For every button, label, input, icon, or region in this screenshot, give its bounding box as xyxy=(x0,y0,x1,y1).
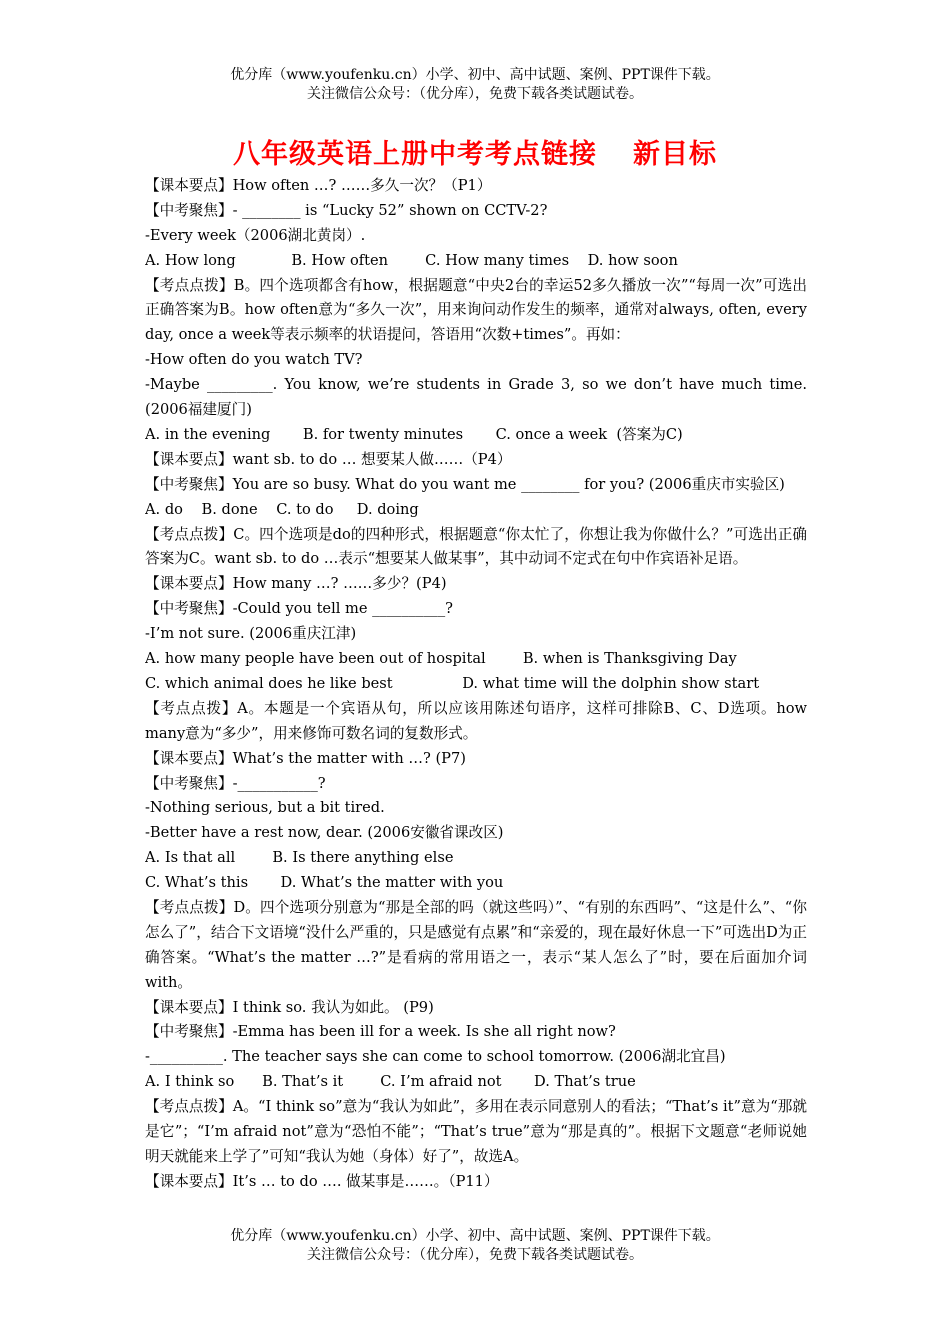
point-heading: 【课本要点】How often …? ……多久一次？（P1） xyxy=(145,177,492,194)
title-sub: 新目标 xyxy=(633,139,717,170)
point-heading: 【课本要点】How many …? ……多少？(P4) xyxy=(145,575,447,593)
answer-options: A. how many people have been out of hospital B. when is Thanksgiving Day xyxy=(145,650,737,668)
answer-options: A. Is that all B. Is there anything else xyxy=(145,849,454,867)
footer-line-1: 优分库（www.youfenku.cn）小学、初中、高中试题、案例、PPT课件下载。 xyxy=(230,1228,720,1244)
document-body xyxy=(145,174,807,1195)
answer-options: A. in the evening B. for twenty minutes C. once a week (答案为C) xyxy=(145,425,683,443)
exam-question: 【中考聚焦】-Emma has been ill for a week. Is she all right now? xyxy=(145,1023,616,1041)
explanation: 【考点点拨】D。四个选项分别意为“那是全部的吗（就这些吗）”、“有别的东西吗”、“这是什么”、“你怎么了”，结合下文语境“没什么严重的，只是感觉有点累”和“亲爱的，现在最好休息一下”可选出D为正确答案。“What’s the matter …?”是看病的常用语之一，表示“某人怎么了”时，要在后面加介词with。 xyxy=(145,898,807,991)
explanation: 【考点点拨】A。本题是一个宾语从句，所以应该用陈述句语序，这样可排除B、C、D选项。how many意为“多少”，用来修饰可数名词的复数形式。 xyxy=(145,699,807,742)
page-footer xyxy=(0,1227,950,1265)
dialogue-line: -__________. The teacher says she can come to school tomorrow. (2006湖北宜昌) xyxy=(145,1048,726,1066)
explanation: 【考点点拨】B。四个选项都含有how，根据题意“中央2台的幸运52多久播放一次”“每周一次”可选出正确答案为B。how often意为“多久一次”，用来询问动作发生的频率，通常对always, often, every day, once a week等表示频率的状语提问，答语用“次数+times”。再如： xyxy=(145,276,807,344)
dialogue-line: -Every week（2006湖北黄岗）. xyxy=(145,226,366,244)
dialogue-line: -I’m not sure. (2006重庆江津) xyxy=(145,625,357,643)
title-main: 八年级英语上册中考考点链接 xyxy=(233,139,597,170)
header-line-1: 优分库（www.youfenku.cn）小学、初中、高中试题、案例、PPT课件下载。 xyxy=(230,67,720,83)
answer-options: A. How long B. How often C. How many times D. how soon xyxy=(145,251,678,269)
header-line-2: 关注微信公众号：（优分库），免费下载各类试题试卷。 xyxy=(307,86,643,102)
exam-question: 【中考聚焦】-Could you tell me __________? xyxy=(145,600,453,618)
answer-options: C. What’s this D. What’s the matter with you xyxy=(145,874,504,892)
answer-options: A. I think so B. That’s it C. I’m afraid not D. That’s true xyxy=(145,1073,636,1091)
dialogue-line: -How often do you watch TV? xyxy=(145,351,363,369)
document-title xyxy=(0,132,950,171)
explanation: 【考点点拨】C。四个选项是do的四种形式，根据题意“你太忙了，你想让我为你做什么？”可选出正确答案为C。want sb. to do …表示“想要某人做某事”，其中动词不定式在句中作宾语补足语。 xyxy=(145,525,807,568)
page-header xyxy=(0,66,950,104)
explanation: 【考点点拨】A。“I think so”意为“我认为如此”，多用在表示同意别人的看法；“That’s it”意为“那就是它”；“I’m afraid not”意为“恐怕不能”；“That’s true”意为“那是真的”。根据下文题意“老师说她明天就能来上学了”可知“我认为她（身体）好了”，故选A。 xyxy=(145,1098,807,1165)
dialogue-line: -Better have a rest now, dear. (2006安徽省课改区) xyxy=(145,824,504,842)
exam-question: 【中考聚焦】-___________? xyxy=(145,774,326,792)
dialogue-line: -Nothing serious, but a bit tired. xyxy=(145,799,385,817)
point-heading: 【课本要点】want sb. to do … 想要某人做……（P4） xyxy=(145,450,512,468)
answer-options: A. do B. done C. to do D. doing xyxy=(145,500,419,518)
point-heading: 【课本要点】What’s the matter with …? (P7) xyxy=(145,749,466,767)
exam-question: 【中考聚焦】You are so busy. What do you want me ________ for you? (2006重庆市实验区) xyxy=(145,475,785,493)
dialogue-line: -Maybe _________. You know, we’re students in Grade 3, so we don’t have much time. (2006福建厦门) xyxy=(145,376,807,419)
footer-line-2: 关注微信公众号：（优分库），免费下载各类试题试卷。 xyxy=(307,1247,643,1263)
point-heading: 【课本要点】It’s … to do …. 做某事是……。（P11） xyxy=(145,1172,499,1190)
exam-question: 【中考聚焦】- ________ is “Lucky 52” shown on CCTV-2? xyxy=(145,201,548,219)
point-heading: 【课本要点】I think so. 我认为如此。 (P9) xyxy=(145,998,434,1016)
answer-options: C. which animal does he like best D. what time will the dolphin show start xyxy=(145,674,760,692)
